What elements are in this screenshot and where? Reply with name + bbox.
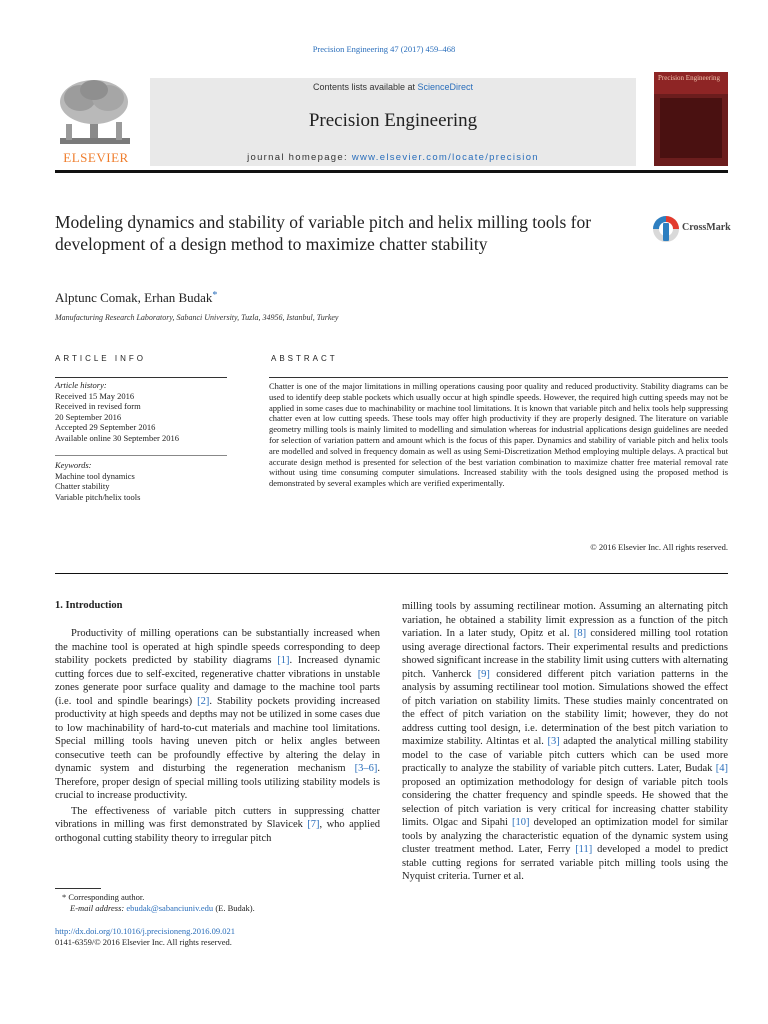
text-run: . Increased dynamic cutting forces due to self-excited, regenerative chatter vibrations in unstable zones generate poor surface quality and damage to the machine tool parts (i.e. tool and spindle bearings) <box>55 655 380 707</box>
footnote-line <box>62 892 382 903</box>
text-run: . Therefore, proper design of special milling tools utilizing stability models is crucial to increase productivity. <box>55 763 380 801</box>
footnote-email-line <box>62 903 382 914</box>
citation-link[interactable]: [9] <box>477 668 490 680</box>
history-label: Article history: <box>55 380 107 390</box>
doi-block <box>55 926 385 948</box>
article-history <box>55 380 230 443</box>
text-run: adapted the analytical milling stability model to the case of variable pitch cutters which can be used more practically to analyze the stability of variable pitch cutters. Later, Budak <box>402 736 728 774</box>
keywords-block <box>55 460 230 502</box>
section-divider <box>55 573 728 574</box>
doi-link[interactable]: http://dx.doi.org/10.1016/j.precisioneng.2016.09.021 <box>55 926 235 936</box>
text-run: developed a model to predict stable cutting regions for serrated variable pitch milling tools using the Nyquist criteria. Turner et al. <box>402 844 728 882</box>
text-run: considered milling tool rotation using average directional factors. Their experimental results and predictions showed significant increase in the stability limit using cutters with alternating pitch. Vanherck <box>402 628 729 680</box>
article-info-rule <box>55 377 227 378</box>
abstract-rule <box>269 377 728 378</box>
footnote-rule <box>55 888 101 889</box>
homepage-link[interactable]: www.elsevier.com/locate/precision <box>351 152 539 163</box>
intro-paragraph <box>55 805 380 846</box>
keyword: Variable pitch/helix tools <box>55 491 141 502</box>
citation-link[interactable]: [1] <box>277 655 290 666</box>
citation-link[interactable]: [7] <box>307 819 320 830</box>
abstract-text: Chatter is one of the major limitations in milling operations causing poor quality and reduced productivity. Stability diagrams can be used to identify deep stable pockets which usually occur at high spindle speeds. However, the required high cutting speeds may not be applied in some cases due to machinability or machine tool limitations. It is known that variable pitch and helix tools help suppressing chatter even at low cutting speeds. These tools may offer high productivity if they are properly designed. The literature on variable geometry milling tools is mainly limited to modelling and simulation whereas for industrial applications design guidelines are needed for selection of variation pattern and amount which is the focus of this paper. Dynamics and stability of variable pitch and helix tools are modelled and solved in frequency domain as well as using Semi-Discretization Method employing multiple delays. A practical but accurate design method is presented for selection of the best variation combination to maximize chatter free material removal rate without using time consuming computer simulations. Increased stability with the tools designed using the proposed method is demonstrated by several examples which are verified experimentally. <box>269 381 728 489</box>
intro-paragraph <box>402 600 728 884</box>
article-title: Modeling dynamics and stability of variable pitch and helix milling tools for development of a design method to maximize chatter stability <box>55 212 592 254</box>
intro-left-column <box>55 627 380 845</box>
journal-homepage-line <box>150 152 636 163</box>
elsevier-wordmark: ELSEVIER <box>63 150 129 165</box>
history-item: Available online 30 September 2016 <box>55 432 180 443</box>
copyright-line: © 2016 Elsevier Inc. All rights reserved. <box>590 542 728 552</box>
contents-prefix: Contents lists available at <box>312 82 418 92</box>
history-item: Received 15 May 2016 <box>55 390 135 401</box>
article-info-heading: ARTICLE INFO <box>55 354 146 363</box>
citation-link[interactable]: [11] <box>575 844 593 855</box>
author-list <box>55 290 217 306</box>
email-label: E-mail address: <box>70 903 125 913</box>
crossmark-label: CrossMark <box>682 222 731 233</box>
intro-paragraph <box>55 627 380 803</box>
text-run: , who applied orthogonal cutting stability theory to irregular pitch <box>55 819 380 844</box>
keywords-label: Keywords: <box>55 460 92 470</box>
journal-reference-link[interactable]: Precision Engineering 47 (2017) 459–468 <box>312 44 456 54</box>
crossmark-icon <box>652 213 680 245</box>
text-run: considered different pitch variation patterns in the analysis by assuming rectilinear tool motion. Simulations showed the effect of pitch variation on stability limits. These studies mainly concentrated on the effect of pitch variation on the stability limit; however, they do not address cutting tool design, i.e. determination of the best pitch variation to maximize stability. Altintas et al. <box>402 668 729 747</box>
intro-right-column <box>402 600 728 884</box>
affiliation: Manufacturing Research Laboratory, Sabanci University, Tuzla, 34956, Istanbul, Turkey <box>55 313 339 322</box>
crossmark-badge[interactable] <box>652 213 732 245</box>
text-run: developed an optimization model for similar tools by analyzing the characteristic equation of the dynamic system using cluster treatment method. Later, Ferry <box>402 817 728 855</box>
citation-link[interactable]: [8] <box>573 628 587 639</box>
text-run: milling tools by assuming rectilinear motion. Assuming an alternating pitch variation, he obtained a stability limit expression as a function of the pitch variation. In a later study, Opitz et al. <box>402 601 728 639</box>
sciencedirect-link[interactable]: ScienceDirect <box>417 82 474 92</box>
citation-link[interactable]: [10] <box>512 817 530 828</box>
text-run: . Stability pockets providing increased productivity at high speeds and depths may not be utilized in some cases due to low machinability of hard-to-cut materials and machine tool limitations. Special milling tools having uneven pitch or helix angles between consecutive teeth can be profoundly effective by altering the delay in dynamic system and disturbing the regeneration mechanism <box>55 695 380 774</box>
corresponding-author-star[interactable]: * <box>212 290 218 301</box>
keyword: Chatter stability <box>55 481 110 491</box>
text-run: Productivity of milling operations can be substantially increased when the machine tool is operated at high spindle speeds corresponding to deep stability pockets predicted by stability diagrams <box>55 628 380 666</box>
corresponding-footnote <box>62 892 382 914</box>
history-item: Accepted 29 September 2016 <box>55 422 156 432</box>
corresponding-label: Corresponding author. <box>68 892 145 902</box>
homepage-prefix: journal homepage: <box>247 152 352 163</box>
keyword: Machine tool dynamics <box>55 470 135 481</box>
abstract-heading: ABSTRACT <box>271 354 338 363</box>
text-run: The effectiveness of variable pitch cutters in suppressing chatter vibrations in milling was first demonstrated by Slavicek <box>55 805 380 830</box>
cover-title: Precision Engineering <box>658 74 721 82</box>
email-link[interactable]: ebudak@sabanciuniv.edu <box>126 903 214 913</box>
author-names: Alptunc Comak, Erhan Budak <box>55 290 213 305</box>
citation-link[interactable]: [3–6] <box>354 763 378 774</box>
email-suffix: (E. Budak). <box>215 903 255 913</box>
citation-link[interactable]: [3] <box>547 736 560 747</box>
keywords-rule <box>55 455 227 456</box>
introduction-heading: 1. Introduction <box>55 600 123 611</box>
journal-title: Precision Engineering <box>308 110 478 131</box>
citation-link[interactable]: [2] <box>197 695 210 707</box>
cover-image <box>660 98 722 158</box>
citation-link[interactable]: [4] <box>715 763 728 774</box>
footnote-star: * <box>62 892 67 902</box>
journal-cover-thumbnail[interactable] <box>654 72 728 166</box>
history-item: Received in revised form <box>55 401 141 411</box>
header-rule <box>55 170 728 173</box>
history-item: 20 September 2016 <box>55 411 122 422</box>
contents-line <box>150 82 636 92</box>
text-run: proposed an optimization methodology for design of variable pitch tools considering the chatter frequency and spindle speeds. He showed that the selection of pitch variation is very critical for increasing chatter stability limits. Olgac and Sipahi <box>402 776 728 828</box>
issn-line: 0141-6359/© 2016 Elsevier Inc. All rights reserved. <box>55 937 232 947</box>
